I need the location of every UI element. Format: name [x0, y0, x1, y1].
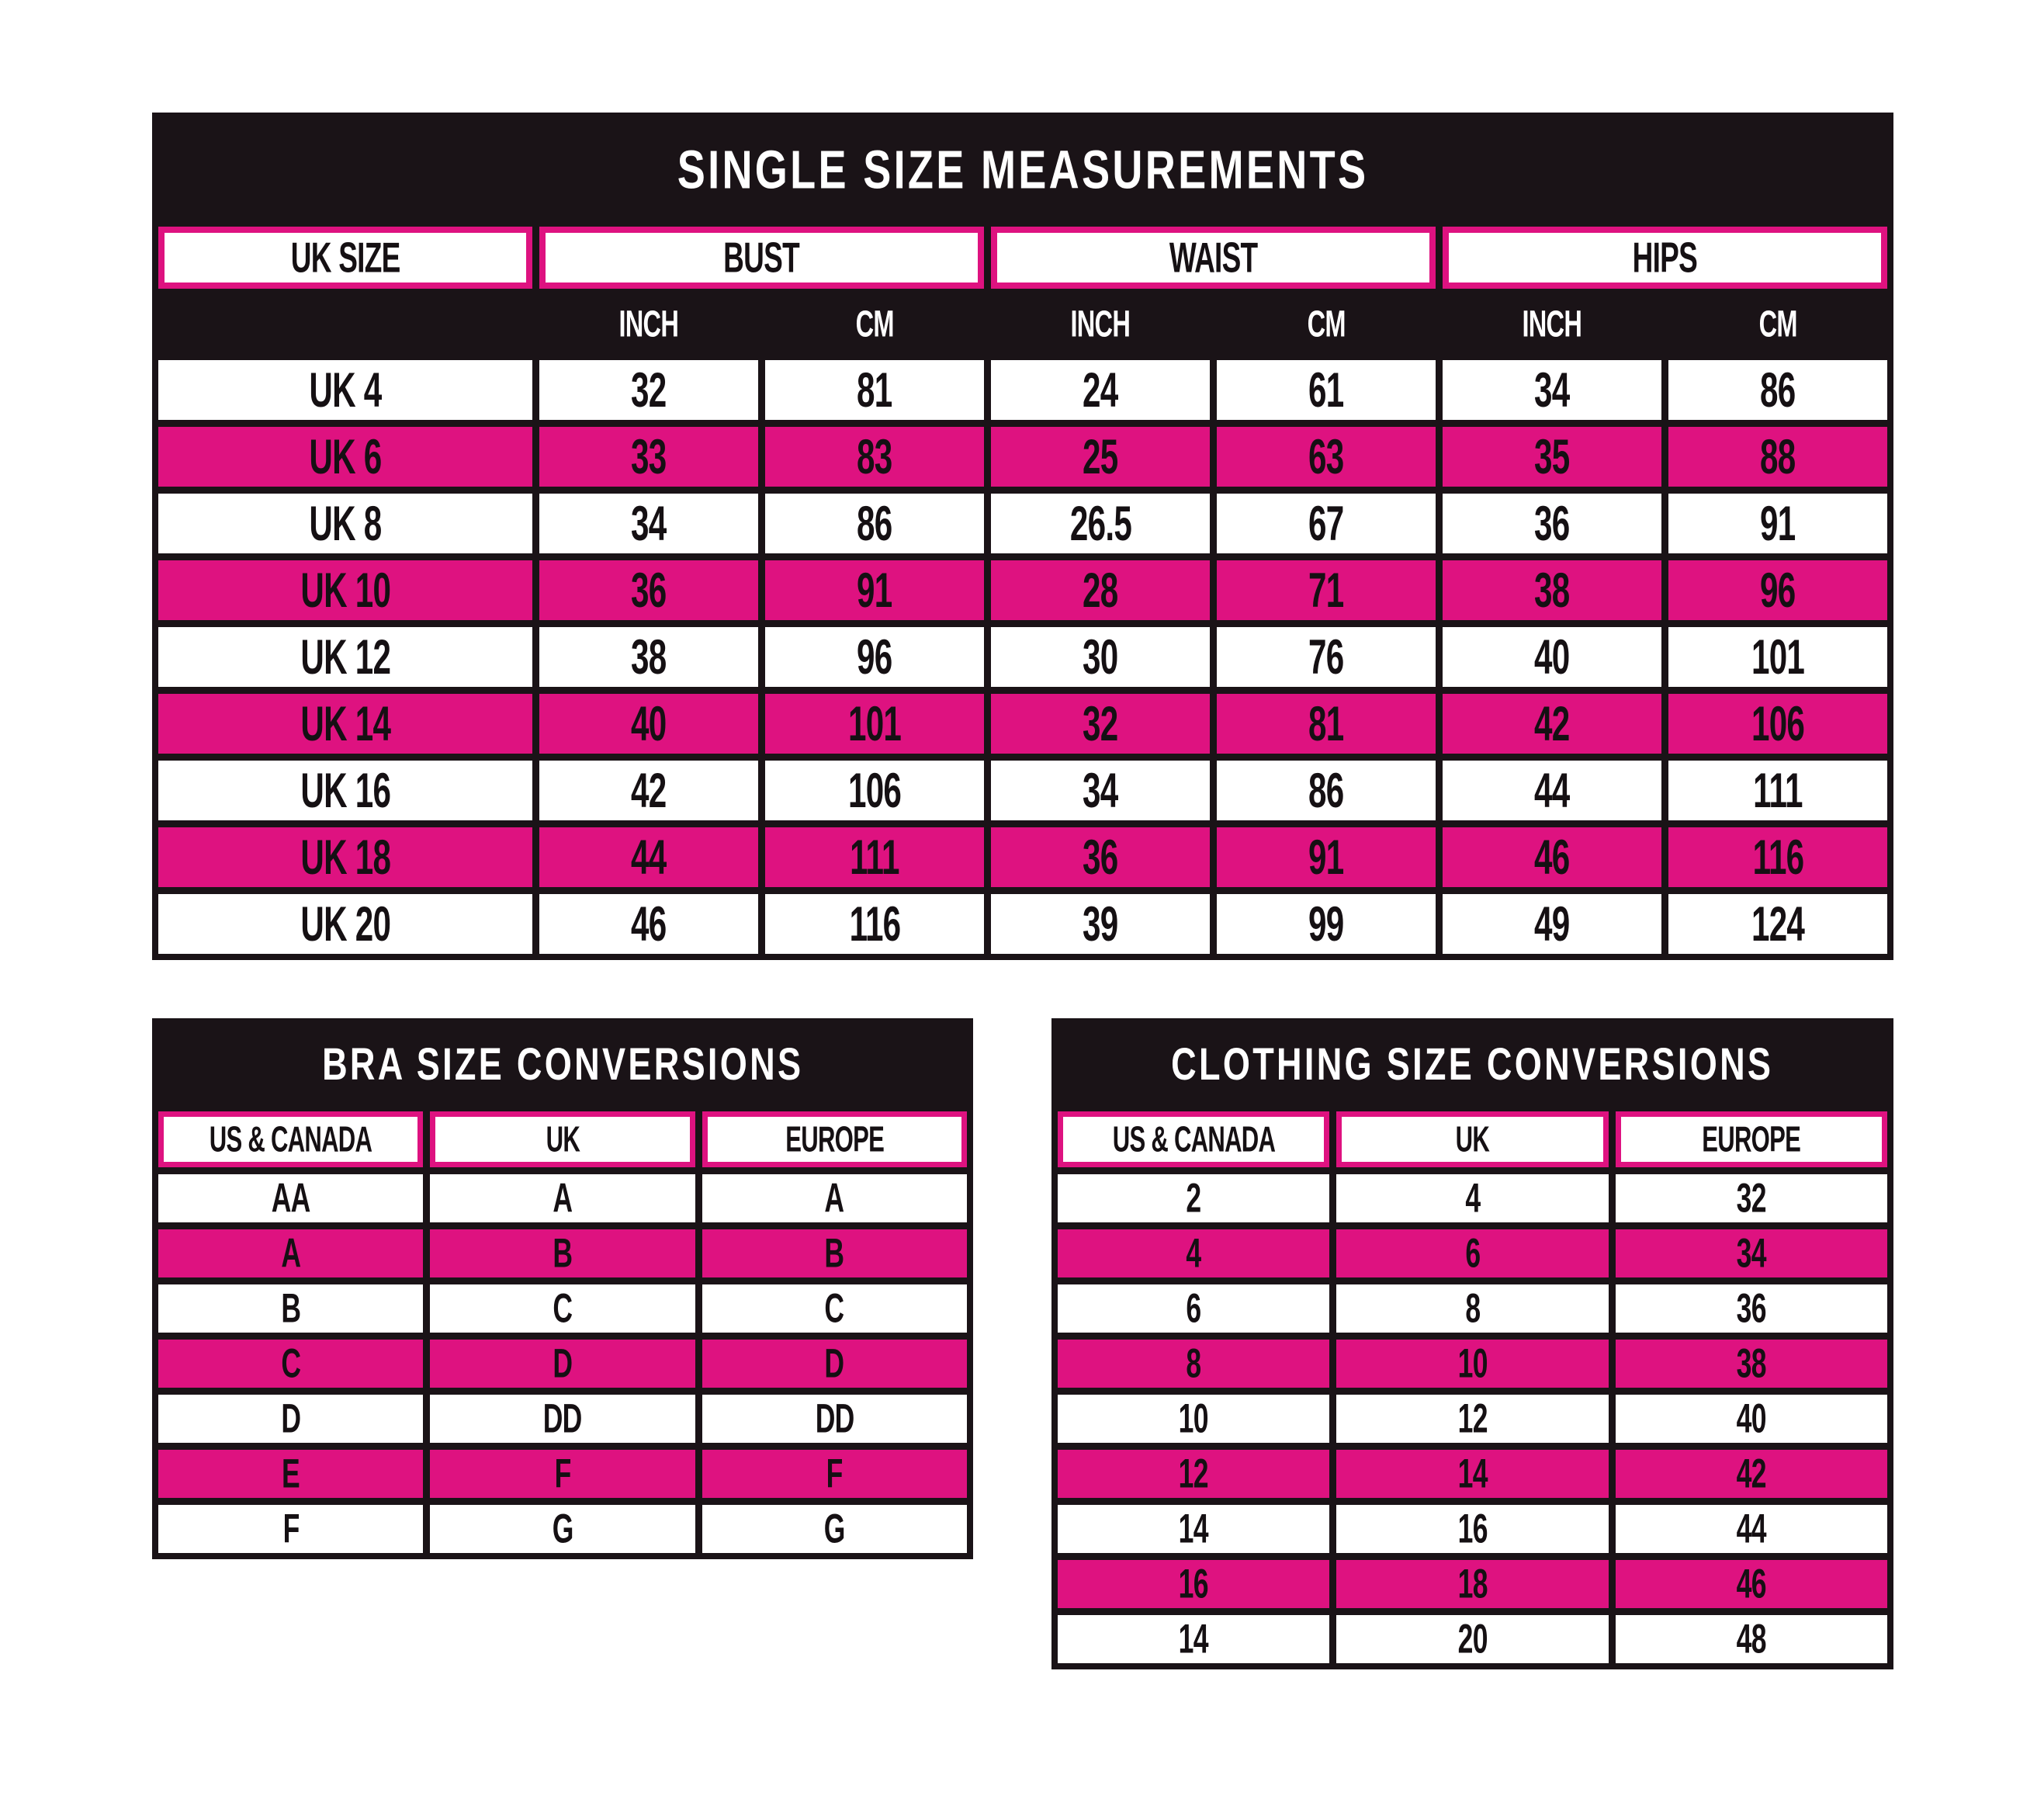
uk-size-cell	[158, 560, 532, 620]
measurement-value-cell	[1443, 427, 1661, 487]
measurement-value-cell-label: 96	[1760, 563, 1796, 618]
measurement-value-cell-label: 25	[1083, 429, 1118, 484]
measurement-value-cell-label: 86	[1308, 763, 1344, 818]
uk-size-cell-label: UK 12	[300, 629, 390, 685]
unit-subheader	[1217, 296, 1436, 353]
bra-conversion-value-cell-label: D	[281, 1395, 301, 1442]
measurement-value-cell-label: 101	[1751, 629, 1805, 685]
bra-conversion-value-cell	[430, 1229, 695, 1277]
bra-conversion-value-cell	[702, 1505, 967, 1553]
measurements-title-bar	[152, 113, 1893, 225]
measurement-value-cell	[539, 427, 758, 487]
measurement-value-cell	[991, 560, 1210, 620]
bra-conversion-value-cell	[158, 1174, 423, 1222]
measurement-value-cell-label: 46	[1534, 830, 1570, 885]
clothing-conversion-value-cell-label: 48	[1736, 1616, 1766, 1662]
clothing-conversion-value-cell-label: 44	[1736, 1506, 1766, 1552]
clothing-conversion-value-cell	[1616, 1395, 1887, 1443]
measurement-value-cell-label: 88	[1760, 429, 1796, 484]
bra-conversion-value-cell	[702, 1450, 967, 1498]
uk-size-cell-label: UK 6	[309, 429, 382, 484]
measurement-value-cell-label: 38	[631, 629, 667, 685]
measurement-value-cell	[1668, 494, 1887, 553]
clothing-conversion-value-cell-label: 2	[1186, 1175, 1201, 1222]
clothing-conversion-value-cell	[1058, 1174, 1329, 1222]
clothing-conversion-value-cell-label: 42	[1736, 1451, 1766, 1497]
measurement-value-cell	[991, 627, 1210, 687]
bra-conversion-value-cell-label: A	[824, 1175, 844, 1222]
bra-conversion-value-cell	[158, 1284, 423, 1333]
measurement-value-cell	[1217, 827, 1436, 887]
bra-conversion-region-header	[430, 1111, 695, 1167]
bra-conversion-value-cell-label: B	[824, 1230, 844, 1277]
uk-size-cell	[158, 694, 532, 754]
column-group-header-label: UK SIZE	[290, 234, 400, 282]
uk-size-cell-label: UK 4	[309, 362, 382, 418]
measurement-value-cell	[1217, 894, 1436, 954]
measurement-value-cell-label: 36	[631, 563, 667, 618]
clothing-conversion-value-cell	[1336, 1615, 1608, 1663]
single-size-measurements-table	[152, 113, 1893, 960]
measurement-value-cell-label: 34	[631, 496, 667, 551]
clothing-conversion-value-cell	[1336, 1395, 1608, 1443]
measurement-value-cell-label: 36	[1083, 830, 1118, 885]
measurement-value-cell-label: 42	[1534, 696, 1570, 751]
bra-conversion-value-cell-label: DD	[815, 1395, 854, 1442]
clothing-conversion-value-cell-label: 14	[1457, 1451, 1488, 1497]
measurement-value-cell	[765, 560, 984, 620]
clothing-conversion-region-header	[1616, 1111, 1887, 1167]
clothing-grid	[1051, 1110, 1893, 1669]
bra-conversion-region-header	[158, 1111, 423, 1167]
clothing-conversion-value-cell-label: 4	[1464, 1175, 1481, 1222]
measurement-value-cell	[1668, 560, 1887, 620]
measurement-value-cell	[765, 827, 984, 887]
unit-subheader-label: INCH	[1070, 303, 1131, 345]
measurement-value-cell	[539, 694, 758, 754]
clothing-conversion-value-cell-label: 14	[1179, 1506, 1209, 1552]
clothing-conversion-region-header-label: EUROPE	[1702, 1118, 1801, 1160]
measurement-value-cell	[765, 694, 984, 754]
bra-conversion-value-cell	[430, 1395, 695, 1443]
unit-subheader	[765, 296, 984, 353]
measurement-value-cell-label: 32	[631, 362, 667, 418]
bra-conversion-region-header	[702, 1111, 967, 1167]
clothing-conversion-region-header-label: US & CANADA	[1112, 1118, 1275, 1160]
uk-size-cell	[158, 360, 532, 420]
bra-conversion-value-cell-label: C	[553, 1285, 573, 1332]
bra-title: BRA SIZE CONVERSIONS	[321, 1038, 804, 1090]
measurement-value-cell-label: 81	[857, 362, 892, 418]
clothing-conversion-value-cell	[1058, 1229, 1329, 1277]
clothing-conversion-value-cell-label: 16	[1457, 1506, 1488, 1552]
unit-subheader-label: CM	[1307, 303, 1346, 345]
measurement-value-cell	[1668, 360, 1887, 420]
subheader-spacer	[158, 296, 532, 353]
measurement-value-cell	[1443, 560, 1661, 620]
bra-conversion-value-cell	[702, 1229, 967, 1277]
clothing-conversion-value-cell	[1616, 1284, 1887, 1333]
uk-size-cell	[158, 761, 532, 820]
bra-conversion-value-cell-label: B	[553, 1230, 573, 1277]
measurement-value-cell-label: 91	[857, 563, 892, 618]
clothing-conversion-value-cell-label: 32	[1736, 1175, 1766, 1222]
measurement-value-cell	[765, 360, 984, 420]
column-group-header-label: WAIST	[1169, 234, 1258, 282]
clothing-conversion-value-cell	[1616, 1560, 1887, 1608]
measurement-value-cell-label: 32	[1083, 696, 1118, 751]
measurement-value-cell-label: 44	[1534, 763, 1570, 818]
measurement-value-cell	[765, 627, 984, 687]
bra-conversion-value-cell-label: F	[826, 1451, 843, 1497]
clothing-conversion-value-cell	[1336, 1450, 1608, 1498]
measurement-value-cell-label: 38	[1534, 563, 1570, 618]
clothing-conversion-value-cell	[1616, 1450, 1887, 1498]
clothing-conversion-value-cell	[1336, 1560, 1608, 1608]
measurement-value-cell-label: 63	[1308, 429, 1344, 484]
measurement-value-cell	[1217, 360, 1436, 420]
unit-subheader-label: INCH	[618, 303, 679, 345]
measurement-value-cell-label: 46	[631, 896, 667, 952]
bra-conversion-value-cell-label: C	[824, 1285, 844, 1332]
measurement-value-cell	[1668, 627, 1887, 687]
clothing-conversion-value-cell	[1616, 1229, 1887, 1277]
measurement-value-cell	[1668, 427, 1887, 487]
measurement-value-cell-label: 116	[1752, 830, 1803, 885]
clothing-conversion-value-cell	[1058, 1615, 1329, 1663]
measurement-value-cell-label: 106	[1751, 696, 1805, 751]
measurement-value-cell-label: 86	[857, 496, 892, 551]
measurement-value-cell	[1217, 494, 1436, 553]
measurement-value-cell	[1668, 694, 1887, 754]
uk-size-cell-label: UK 14	[300, 696, 390, 751]
clothing-conversion-value-cell-label: 18	[1457, 1561, 1488, 1607]
measurement-value-cell	[991, 694, 1210, 754]
measurement-value-cell	[539, 627, 758, 687]
measurement-value-cell-label: 76	[1308, 629, 1344, 685]
measurement-value-cell-label: 40	[631, 696, 667, 751]
clothing-conversion-value-cell	[1058, 1395, 1329, 1443]
measurement-value-cell-label: 61	[1308, 362, 1344, 418]
clothing-conversion-value-cell-label: 6	[1464, 1230, 1481, 1277]
bra-conversion-value-cell-label: A	[553, 1175, 573, 1222]
bra-conversion-value-cell-label: E	[282, 1451, 300, 1497]
measurement-value-cell	[1443, 894, 1661, 954]
measurement-value-cell-label: 99	[1308, 896, 1344, 952]
clothing-conversion-value-cell-label: 4	[1186, 1230, 1201, 1277]
measurement-value-cell	[1217, 427, 1436, 487]
measurement-value-cell-label: 30	[1083, 629, 1118, 685]
column-group-header	[991, 227, 1436, 289]
measurement-value-cell-label: 34	[1083, 763, 1118, 818]
measurement-value-cell	[765, 494, 984, 553]
bra-conversion-value-cell-label: A	[281, 1230, 301, 1277]
measurement-value-cell	[1217, 560, 1436, 620]
clothing-conversion-value-cell-label: 16	[1179, 1561, 1209, 1607]
bra-conversion-value-cell-label: DD	[543, 1395, 582, 1442]
column-group-header	[158, 227, 532, 289]
clothing-title: CLOTHING SIZE CONVERSIONS	[1171, 1038, 1774, 1090]
measurement-value-cell-label: 33	[631, 429, 667, 484]
clothing-conversion-value-cell	[1058, 1340, 1329, 1388]
clothing-conversion-value-cell	[1336, 1340, 1608, 1388]
measurement-value-cell-label: 96	[857, 629, 892, 685]
uk-size-cell	[158, 494, 532, 553]
measurement-value-cell	[1217, 694, 1436, 754]
clothing-conversion-value-cell	[1058, 1450, 1329, 1498]
measurement-value-cell-label: 26.5	[1069, 496, 1131, 551]
clothing-conversion-region-header-label: UK	[1455, 1118, 1490, 1160]
clothing-conversion-value-cell-label: 34	[1736, 1230, 1766, 1277]
measurement-value-cell	[991, 360, 1210, 420]
uk-size-cell	[158, 894, 532, 954]
clothing-conversion-region-header	[1058, 1111, 1329, 1167]
uk-size-cell-label: UK 20	[300, 896, 390, 952]
clothing-conversion-value-cell-label: 6	[1186, 1285, 1201, 1332]
measurement-value-cell	[1217, 761, 1436, 820]
measurement-value-cell	[1443, 694, 1661, 754]
uk-size-cell-label: UK 8	[309, 496, 382, 551]
measurement-value-cell-label: 49	[1534, 896, 1570, 952]
bra-conversion-value-cell	[702, 1340, 967, 1388]
measurement-value-cell-label: 39	[1083, 896, 1118, 952]
measurement-value-cell	[1443, 827, 1661, 887]
measurement-value-cell-label: 67	[1308, 496, 1344, 551]
bra-conversion-value-cell	[702, 1284, 967, 1333]
measurement-value-cell	[539, 827, 758, 887]
measurement-value-cell	[539, 894, 758, 954]
unit-subheader	[1668, 296, 1887, 353]
measurement-value-cell	[765, 894, 984, 954]
measurement-value-cell	[1443, 761, 1661, 820]
bra-conversion-value-cell-label: D	[824, 1340, 844, 1387]
measurement-value-cell-label: 35	[1534, 429, 1570, 484]
measurement-value-cell-label: 111	[1753, 763, 1803, 818]
clothing-conversion-value-cell	[1616, 1505, 1887, 1553]
bra-conversion-value-cell	[158, 1229, 423, 1277]
uk-size-cell-label: UK 16	[300, 763, 390, 818]
measurement-value-cell-label: 28	[1083, 563, 1118, 618]
bra-grid	[152, 1110, 973, 1559]
bra-conversion-value-cell	[430, 1505, 695, 1553]
uk-size-cell-label: UK 18	[300, 830, 390, 885]
unit-subheader-label: CM	[855, 303, 894, 345]
unit-subheader-label: INCH	[1522, 303, 1582, 345]
bra-conversion-value-cell-label: B	[281, 1285, 301, 1332]
measurement-value-cell-label: 81	[1308, 696, 1344, 751]
clothing-conversion-value-cell	[1336, 1174, 1608, 1222]
bra-conversion-value-cell-label: AA	[271, 1175, 310, 1222]
bra-conversion-value-cell-label: G	[552, 1506, 573, 1552]
clothing-conversion-value-cell	[1336, 1229, 1608, 1277]
measurement-value-cell-label: 83	[857, 429, 892, 484]
clothing-conversion-value-cell	[1336, 1284, 1608, 1333]
measurement-value-cell-label: 24	[1083, 362, 1118, 418]
clothing-conversion-region-header	[1336, 1111, 1608, 1167]
clothing-conversion-value-cell-label: 8	[1464, 1285, 1481, 1332]
column-group-header-label: BUST	[723, 234, 800, 282]
clothing-conversion-value-cell-label: 12	[1457, 1395, 1488, 1442]
measurement-value-cell	[991, 894, 1210, 954]
clothing-conversion-value-cell-label: 38	[1736, 1340, 1766, 1387]
bra-conversion-value-cell-label: C	[281, 1340, 301, 1387]
measurement-value-cell	[539, 761, 758, 820]
column-group-header	[1443, 227, 1887, 289]
clothing-conversion-value-cell-label: 46	[1736, 1561, 1766, 1607]
uk-size-cell	[158, 427, 532, 487]
unit-subheader-label: CM	[1758, 303, 1797, 345]
bra-conversion-value-cell	[702, 1174, 967, 1222]
clothing-conversion-value-cell-label: 10	[1179, 1395, 1209, 1442]
unit-subheader	[991, 296, 1210, 353]
measurement-value-cell	[991, 494, 1210, 553]
clothing-conversion-value-cell-label: 40	[1736, 1395, 1766, 1442]
bra-conversion-value-cell-label: F	[554, 1451, 571, 1497]
clothing-conversion-value-cell-label: 10	[1457, 1340, 1488, 1387]
bra-conversion-value-cell	[430, 1340, 695, 1388]
measurement-value-cell	[991, 827, 1210, 887]
clothing-conversion-value-cell-label: 8	[1186, 1340, 1201, 1387]
measurement-value-cell	[1443, 360, 1661, 420]
column-group-header-label: HIPS	[1632, 234, 1698, 282]
measurement-value-cell	[1443, 494, 1661, 553]
measurement-value-cell	[539, 360, 758, 420]
measurement-value-cell-label: 36	[1534, 496, 1570, 551]
measurement-value-cell-label: 116	[849, 896, 900, 952]
bra-size-conversions-table	[152, 1018, 973, 1559]
measurement-value-cell	[1668, 894, 1887, 954]
clothing-conversion-value-cell-label: 12	[1179, 1451, 1209, 1497]
clothing-conversion-value-cell-label: 14	[1179, 1616, 1209, 1662]
measurement-value-cell-label: 91	[1308, 830, 1344, 885]
clothing-conversion-value-cell	[1616, 1340, 1887, 1388]
bra-conversion-value-cell-label: D	[553, 1340, 573, 1387]
uk-size-cell-label: UK 10	[300, 563, 390, 618]
bra-conversion-region-header-label: EUROPE	[785, 1118, 884, 1160]
bra-conversion-value-cell	[158, 1505, 423, 1553]
measurement-value-cell	[1443, 627, 1661, 687]
clothing-title-bar	[1051, 1018, 1893, 1110]
bra-conversion-value-cell	[158, 1450, 423, 1498]
clothing-conversion-value-cell	[1616, 1174, 1887, 1222]
bra-conversion-value-cell	[158, 1340, 423, 1388]
measurement-value-cell-label: 44	[631, 830, 667, 885]
bra-conversion-value-cell-label: G	[823, 1506, 845, 1552]
measurement-value-cell	[991, 761, 1210, 820]
uk-size-cell	[158, 827, 532, 887]
measurements-title: SINGLE SIZE MEASUREMENTS	[677, 138, 1369, 199]
bra-conversion-region-header-label: UK	[546, 1118, 580, 1160]
bra-conversion-value-cell-label: F	[282, 1506, 300, 1552]
measurement-value-cell-label: 71	[1308, 563, 1344, 618]
clothing-conversion-value-cell	[1616, 1615, 1887, 1663]
clothing-size-conversions-table	[1051, 1018, 1893, 1669]
measurement-value-cell-label: 124	[1751, 896, 1805, 952]
measurement-value-cell-label: 106	[847, 763, 902, 818]
clothing-conversion-value-cell	[1058, 1284, 1329, 1333]
clothing-conversion-value-cell-label: 36	[1736, 1285, 1766, 1332]
bra-conversion-value-cell	[430, 1450, 695, 1498]
clothing-conversion-value-cell-label: 20	[1457, 1616, 1488, 1662]
clothing-conversion-value-cell	[1336, 1505, 1608, 1553]
measurement-value-cell-label: 40	[1534, 629, 1570, 685]
clothing-conversion-value-cell	[1058, 1560, 1329, 1608]
uk-size-cell	[158, 627, 532, 687]
bra-conversion-value-cell	[430, 1284, 695, 1333]
bra-conversion-value-cell	[430, 1174, 695, 1222]
column-group-header	[539, 227, 984, 289]
unit-subheader	[1443, 296, 1661, 353]
measurement-value-cell	[539, 560, 758, 620]
measurement-value-cell-label: 91	[1760, 496, 1796, 551]
measurement-value-cell	[765, 427, 984, 487]
measurement-value-cell-label: 111	[850, 830, 899, 885]
measurement-value-cell	[765, 761, 984, 820]
measurement-value-cell	[539, 494, 758, 553]
measurement-value-cell	[1668, 761, 1887, 820]
measurements-grid	[152, 225, 1893, 960]
measurement-value-cell	[991, 427, 1210, 487]
measurement-value-cell-label: 34	[1534, 362, 1570, 418]
bra-conversion-value-cell	[702, 1395, 967, 1443]
clothing-conversion-value-cell	[1058, 1505, 1329, 1553]
bra-title-bar	[152, 1018, 973, 1110]
measurement-value-cell	[1217, 627, 1436, 687]
bra-conversion-region-header-label: US & CANADA	[209, 1118, 372, 1160]
measurement-value-cell	[1668, 827, 1887, 887]
bra-conversion-value-cell	[158, 1395, 423, 1443]
unit-subheader	[539, 296, 758, 353]
measurement-value-cell-label: 86	[1760, 362, 1796, 418]
measurement-value-cell-label: 42	[631, 763, 667, 818]
measurement-value-cell-label: 101	[847, 696, 902, 751]
